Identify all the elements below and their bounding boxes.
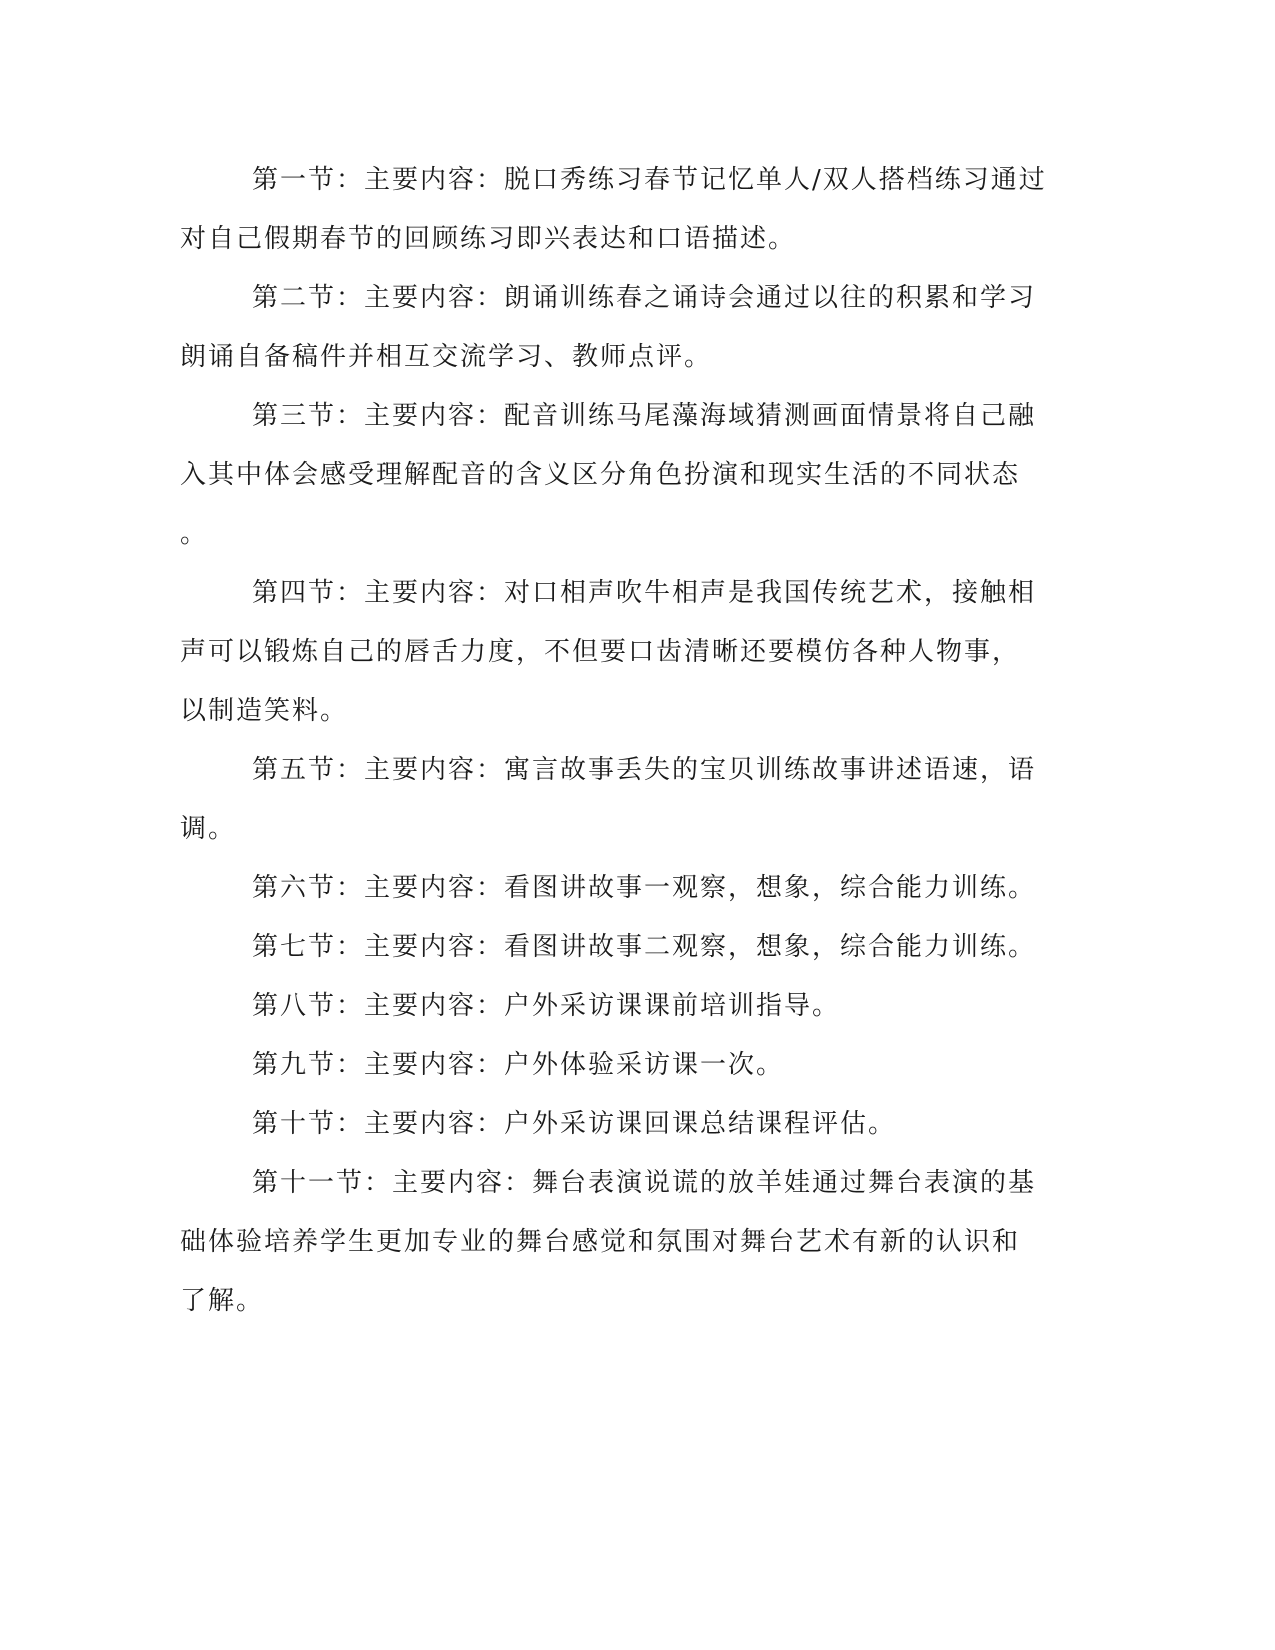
text-line-9: 声可以锻炼自己的唇舌力度，不但要口齿清晰还要模仿各种人物事， (180, 637, 1021, 667)
text-line-11: 第五节：主要内容：寓言故事丢失的宝贝训练故事讲述语速，语 (252, 755, 1037, 785)
text-line-15: 第八节：主要内容：户外采访课课前培训指导。 (252, 991, 841, 1021)
text-line-19: 础体验培养学生更加专业的舞台感觉和氛围对舞台艺术有新的认识和 (180, 1227, 1021, 1257)
text-line-13: 第六节：主要内容：看图讲故事一观察，想象，综合能力训练。 (252, 873, 1037, 903)
text-line-7: 。 (180, 519, 209, 549)
text-line-17: 第十节：主要内容：户外采访课回课总结课程评估。 (252, 1109, 897, 1139)
text-line-10: 以制造笑料。 (180, 696, 349, 726)
text-line-14: 第七节：主要内容：看图讲故事二观察，想象，综合能力训练。 (252, 932, 1037, 962)
text-line-16: 第九节：主要内容：户外体验采访课一次。 (252, 1050, 785, 1080)
text-line-2: 对自己假期春节的回顾练习即兴表达和口语描述。 (180, 224, 797, 254)
text-line-8: 第四节：主要内容：对口相声吹牛相声是我国传统艺术，接触相 (252, 578, 1037, 608)
text-line-12: 调。 (180, 814, 237, 844)
text-line-4: 朗诵自备稿件并相互交流学习、教师点评。 (180, 342, 713, 372)
text-line-20: 了解。 (180, 1286, 265, 1316)
text-line-6: 入其中体会感受理解配音的含义区分角色扮演和现实生活的不同状态 (180, 460, 1021, 490)
text-line-1: 第一节：主要内容：脱口秀练习春节记忆单人/双人搭档练习通过 (252, 165, 1047, 195)
text-line-3: 第二节：主要内容：朗诵训练春之诵诗会通过以往的积累和学习 (252, 283, 1037, 313)
text-line-5: 第三节：主要内容：配音训练马尾藻海域猜测画面情景将自己融 (252, 401, 1037, 431)
text-line-18: 第十一节：主要内容：舞台表演说谎的放羊娃通过舞台表演的基 (252, 1168, 1037, 1198)
